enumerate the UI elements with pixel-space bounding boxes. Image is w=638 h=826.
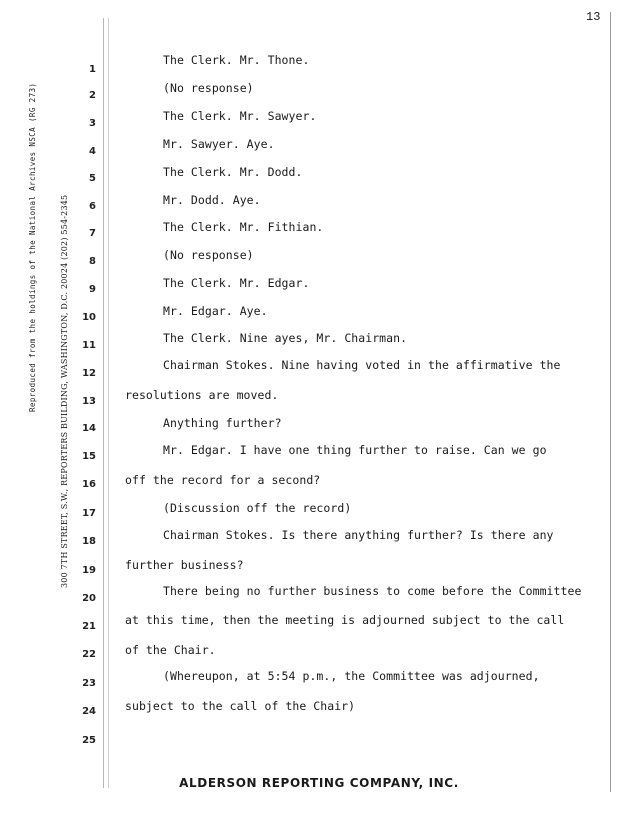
line-number: 1	[89, 64, 96, 75]
line-number: 25	[82, 735, 96, 746]
transcript-line: at this time, then the meeting is adjourned subject to the call	[125, 613, 565, 627]
transcript-line: (No response)	[163, 81, 254, 95]
transcript-line: Mr. Sawyer. Aye.	[163, 137, 275, 151]
transcript-line: further business?	[125, 558, 244, 572]
line-number: 8	[89, 256, 96, 267]
line-number: 13	[82, 396, 96, 407]
archive-note: Reproduced from the holdings of the National Archives NSCA (RG 273)	[28, 82, 37, 412]
transcript-line: Mr. Dodd. Aye.	[163, 193, 261, 207]
transcript-line: Chairman Stokes. Nine having voted in the affirmative the	[163, 358, 561, 372]
line-number: 22	[82, 649, 96, 660]
line-number: 12	[82, 368, 96, 379]
line-number: 3	[89, 118, 96, 129]
line-number: 4	[89, 146, 96, 157]
line-number: 21	[82, 621, 96, 632]
line-number: 15	[82, 451, 96, 462]
line-number: 17	[82, 508, 96, 519]
transcript-line: Anything further?	[163, 416, 282, 430]
line-number: 7	[89, 228, 96, 239]
transcript-line: The Clerk. Mr. Sawyer.	[163, 109, 317, 123]
left-margin-rule-inner	[108, 18, 109, 788]
transcript-line: (No response)	[163, 248, 254, 262]
transcript-line: The Clerk. Mr. Thone.	[163, 53, 310, 67]
left-margin-rule	[103, 18, 104, 788]
transcript-line: (Whereupon, at 5:54 p.m., the Committee was adjourned,	[163, 669, 540, 683]
line-number: 2	[89, 90, 96, 101]
line-number: 18	[82, 536, 96, 547]
transcript-line: of the Chair.	[125, 643, 216, 657]
right-margin-rule	[610, 12, 611, 792]
line-number: 5	[89, 173, 96, 184]
transcript-line: The Clerk. Mr. Edgar.	[163, 276, 310, 290]
line-number: 11	[82, 340, 96, 351]
transcript-line: The Clerk. Nine ayes, Mr. Chairman.	[163, 331, 408, 345]
transcript-line: Mr. Edgar. I have one thing further to raise. Can we go	[163, 443, 547, 457]
transcript-line: (Discussion off the record)	[163, 501, 352, 515]
transcript-line: resolutions are moved.	[125, 388, 279, 402]
line-number: 24	[82, 706, 96, 717]
line-number: 19	[82, 565, 96, 576]
transcript-line: off the record for a second?	[125, 473, 321, 487]
transcript-line: subject to the call of the Chair)	[125, 699, 356, 713]
line-number: 10	[82, 312, 96, 323]
transcript-line: Chairman Stokes. Is there anything further? Is there any	[163, 528, 554, 542]
transcript-line: The Clerk. Mr. Fithian.	[163, 220, 324, 234]
transcript-line: There being no further business to come before the Committee	[163, 584, 582, 598]
line-number: 6	[89, 201, 96, 212]
transcript-line: Mr. Edgar. Aye.	[163, 304, 268, 318]
line-number: 9	[89, 284, 96, 295]
transcript-line: The Clerk. Mr. Dodd.	[163, 165, 303, 179]
line-number: 14	[82, 423, 96, 434]
page-number: 13	[586, 10, 601, 24]
reporting-company-footer: ALDERSON REPORTING COMPANY, INC.	[179, 776, 459, 790]
line-number: 20	[82, 593, 96, 604]
line-number: 23	[82, 678, 96, 689]
reporters-address: 300 7TH STREET, S.W., REPORTERS BUILDING, WASHINGTON, D.C. 20024 (202) 554-2345	[60, 194, 69, 588]
line-number: 16	[82, 479, 96, 490]
